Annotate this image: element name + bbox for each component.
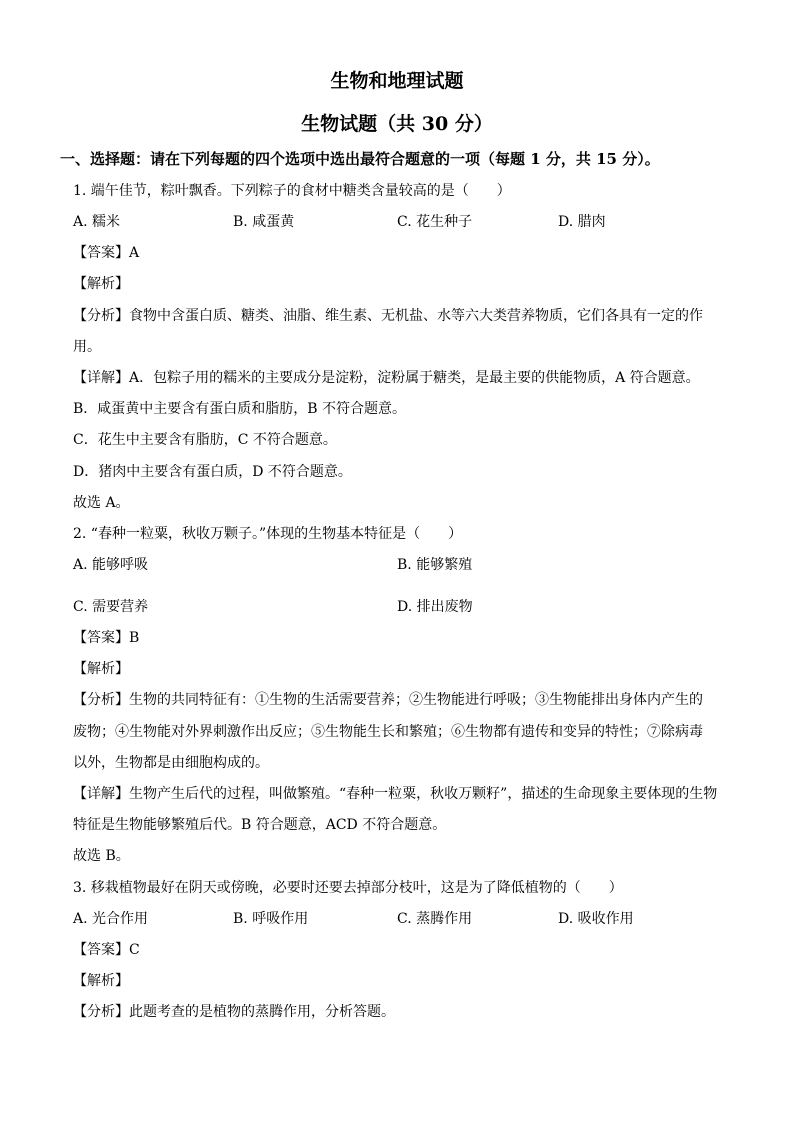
- q1-fenxi-line-2: 用。: [73, 339, 101, 355]
- q2-conclusion: 故选 B。: [73, 848, 130, 864]
- q1-option-c: C. 花生种子: [397, 214, 473, 230]
- q1-option-b: B. 咸蛋黄: [233, 214, 295, 230]
- q2-fenxi-line-2: 废物；④生物能对外界刺激作出反应；⑤生物能生长和繁殖；⑥生物都有遗传和变异的特性；⑦除病毒: [73, 724, 703, 740]
- q1-option-a: A. 糯米: [73, 214, 121, 230]
- q2-option-c: C. 需要营养: [73, 599, 149, 615]
- q3-fenxi-line-1: 【分析】此题考查的是植物的蒸腾作用，分析答题。: [73, 1004, 395, 1020]
- question-3-stem: 3. 移栽植物最好在阴天或傍晚，必要时还要去掉部分枝叶，这是为了降低植物的（ ）: [73, 880, 623, 896]
- q1-option-d: D. 腊肉: [558, 214, 606, 230]
- q3-option-c: C. 蒸腾作用: [397, 911, 473, 927]
- q1-fenxi-line-1: 【分析】食物中含蛋白质、糖类、油脂、维生素、无机盐、水等六大类营养物质，它们各具有一定的作: [73, 308, 703, 324]
- q3-option-d: D. 吸收作用: [558, 911, 634, 927]
- q1-detail-line-2: B．咸蛋黄中主要含有蛋白质和脂肪，B 不符合题意。: [73, 401, 407, 417]
- q3-answer: 【答案】C: [73, 942, 140, 958]
- q3-option-b: B. 呼吸作用: [233, 911, 309, 927]
- q1-analysis-label: 【解析】: [73, 276, 129, 292]
- q2-fenxi-line-3: 以外，生物都是由细胞构成的。: [73, 755, 269, 771]
- q1-conclusion: 故选 A。: [73, 495, 130, 511]
- q2-detail-line-1: 【详解】生物产生后代的过程，叫做繁殖。“春种一粒粟，秋收万颗籽”，描述的生命现象主要体现的生物: [73, 786, 718, 802]
- q2-fenxi-line-1: 【分析】生物的共同特征有：①生物的生活需要营养；②生物能进行呼吸；③生物能排出身体内产生的: [73, 692, 703, 708]
- q2-analysis-label: 【解析】: [73, 661, 129, 677]
- main-title: 生物和地理试题: [330, 70, 464, 92]
- q3-option-a: A. 光合作用: [73, 911, 149, 927]
- q1-answer: 【答案】A: [73, 245, 140, 261]
- question-2-stem: 2. “春种一粒粟，秋收万颗子。”体现的生物基本特征是（ ）: [73, 526, 463, 542]
- q1-detail-line-1: 【详解】A．包粽子用的糯米的主要成分是淀粉，淀粉属于糖类，是最主要的供能物质，A 符合题意。: [73, 370, 700, 386]
- q3-analysis-label: 【解析】: [73, 973, 129, 989]
- section-heading: 一、选择题：请在下列每题的四个选项中选出最符合题意的一项（每题 1 分，共 15 分）。: [60, 150, 660, 168]
- q1-detail-line-4: D．猪肉中主要含有蛋白质，D 不符合题意。: [73, 464, 352, 480]
- q2-answer: 【答案】B: [73, 630, 140, 646]
- q2-detail-line-2: 特征是生物能够繁殖后代。B 符合题意，ACD 不符合题意。: [73, 817, 447, 833]
- q2-option-a: A. 能够呼吸: [73, 557, 149, 573]
- q2-option-d: D. 排出废物: [397, 599, 473, 615]
- sub-title: 生物试题（共 30 分）: [301, 113, 493, 135]
- q2-option-b: B. 能够繁殖: [397, 557, 473, 573]
- question-1-stem: 1. 端午佳节，粽叶飘香。下列粽子的食材中糖类含量较高的是（ ）: [73, 183, 511, 199]
- q1-detail-line-3: C．花生中主要含有脂肪，C 不符合题意。: [73, 432, 337, 448]
